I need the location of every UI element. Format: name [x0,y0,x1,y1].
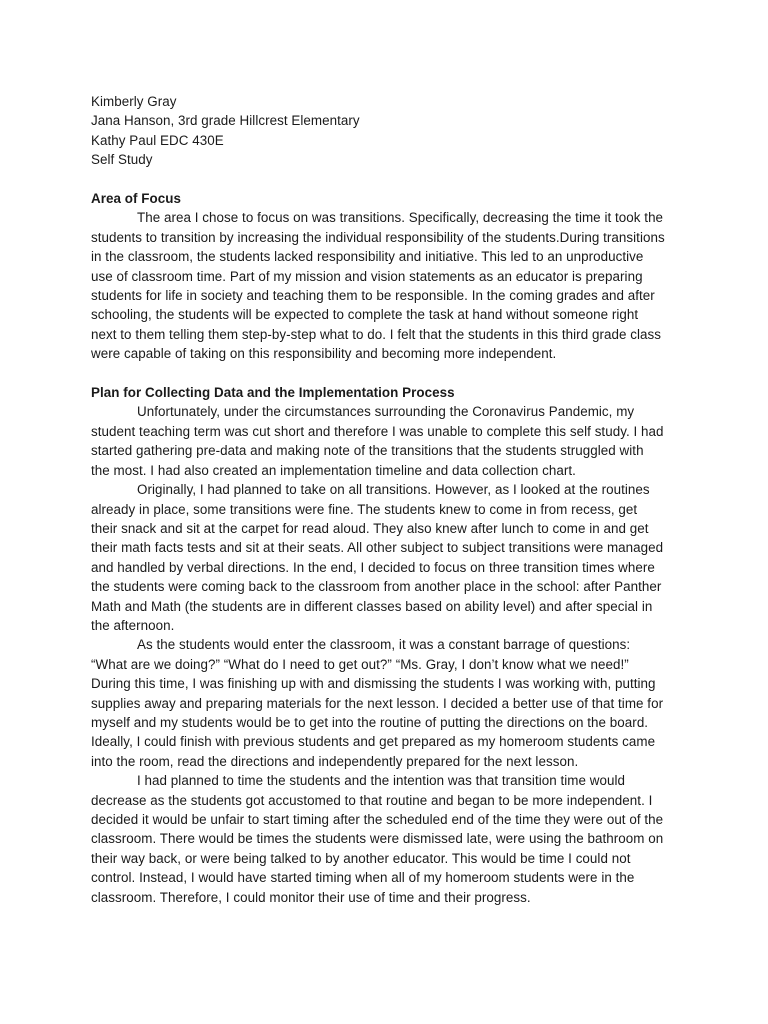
paragraph-line: “What are we doing?” “What do I need to get out?” “Ms. Gray, I don’t know what we need!” [91,656,629,672]
paragraph-line: already in place, some transitions were fine. The students knew to come in from recess, get [91,501,638,517]
plan-paragraph-2 [91,480,681,635]
area-of-focus-paragraph [91,208,681,363]
paragraph-line: their way back, or were being talked to by another educator. This would be time I could not [91,850,631,866]
paragraph-line: Ideally, I could finish with previous students and get prepared as my homeroom students came [91,734,656,750]
paragraph-line: their math facts tests and sit at their seats. All other subject to subject transitions were managed [91,540,664,556]
paragraph-line: the students were coming back to the classroom from another place in the school: after Panther [91,579,662,595]
placement-line: Jana Hanson, 3rd grade Hillcrest Elementary [91,113,360,129]
paragraph-line: were capable of taking on this responsibility and becoming more independent. [91,346,557,362]
paragraph-line: control. Instead, I would have started timing when all of my homeroom students were in the [91,870,635,886]
document-title: Self Study [91,152,153,168]
plan-paragraph-3 [91,635,681,771]
paragraph-line: classroom. Therefore, I could monitor their use of time and their progress. [91,889,531,905]
author-name: Kimberly Gray [91,94,177,109]
paragraph-line: decided it would be unfair to start timing after the scheduled end of the time they were out of the [91,812,664,827]
paragraph-line: The area I chose to focus on was transitions. Specifically, decreasing the time it took the [137,210,664,226]
paragraph-line: Unfortunately, under the circumstances surrounding the Coronavirus Pandemic, my [137,404,635,420]
paragraph-line: Math and Math (the students are in different classes based on ability level) and after special in [91,598,653,614]
paragraph-line: I had planned to time the students and the intention was that transition time would [137,773,626,789]
paragraph-line: the most. I had also created an implementation timeline and data collection chart. [91,462,576,478]
paragraph-line: students to transition by increasing the individual responsibility of the students.During transitions [91,229,665,245]
paragraph-line: During this time, I was finishing up with and dismissing the students I was working with, putting [91,676,656,692]
paragraph-line: classroom. There would be times the students were dismissed late, were using the bathroom on [91,831,664,847]
paragraph-line: their snack and sit at the carpet for read aloud. They also knew after lunch to come in and get [91,520,649,536]
paragraph-line: the afternoon. [91,617,175,633]
document-body [91,92,681,907]
paragraph-line: in the classroom, the students lacked responsibility and initiative. This led to an unproductive [91,249,644,265]
paragraph-line: use of classroom time. Part of my mission and vision statements as an educator is preparing [91,268,643,284]
course-line: Kathy Paul EDC 430E [91,132,224,148]
plan-paragraph-1 [91,402,681,480]
paragraph-line: students for life in society and teaching them to be responsible. In the coming grades and after [91,288,655,304]
paragraph-line: myself and my students would be to get into the routine of putting the directions on the board. [91,714,649,730]
area-of-focus-heading: Area of Focus [91,191,181,207]
paragraph-line: into the room, read the directions and independently prepared for the next lesson. [91,753,579,769]
paragraph-line: Originally, I had planned to take on all transitions. However, as I looked at the routines [137,482,650,498]
paragraph-line: schooling, the students will be expected to complete the task at hand without someone right [91,307,639,323]
plan-paragraph-4 [91,771,681,907]
paragraph-line: As the students would enter the classroom, it was a constant barrage of questions: [137,637,631,653]
paragraph-line: next to them telling them step-by-step what to do. I felt that the students in this third grade class [91,326,661,342]
plan-heading: Plan for Collecting Data and the Implementation Process [91,385,455,401]
paragraph-line: supplies away and preparing materials for the next lesson. I decided a better use of that time for [91,695,664,711]
paragraph-line: decrease as the students got accustomed to that routine and began to be more independent. I [91,792,653,808]
paragraph-line: and handled by verbal directions. In the end, I decided to focus on three transition times where [91,559,655,575]
paragraph-line: student teaching term was cut short and therefore I was unable to complete this self study. I had [91,423,664,439]
paragraph-line: started gathering pre-data and making note of the transitions that the students struggled with [91,443,644,459]
